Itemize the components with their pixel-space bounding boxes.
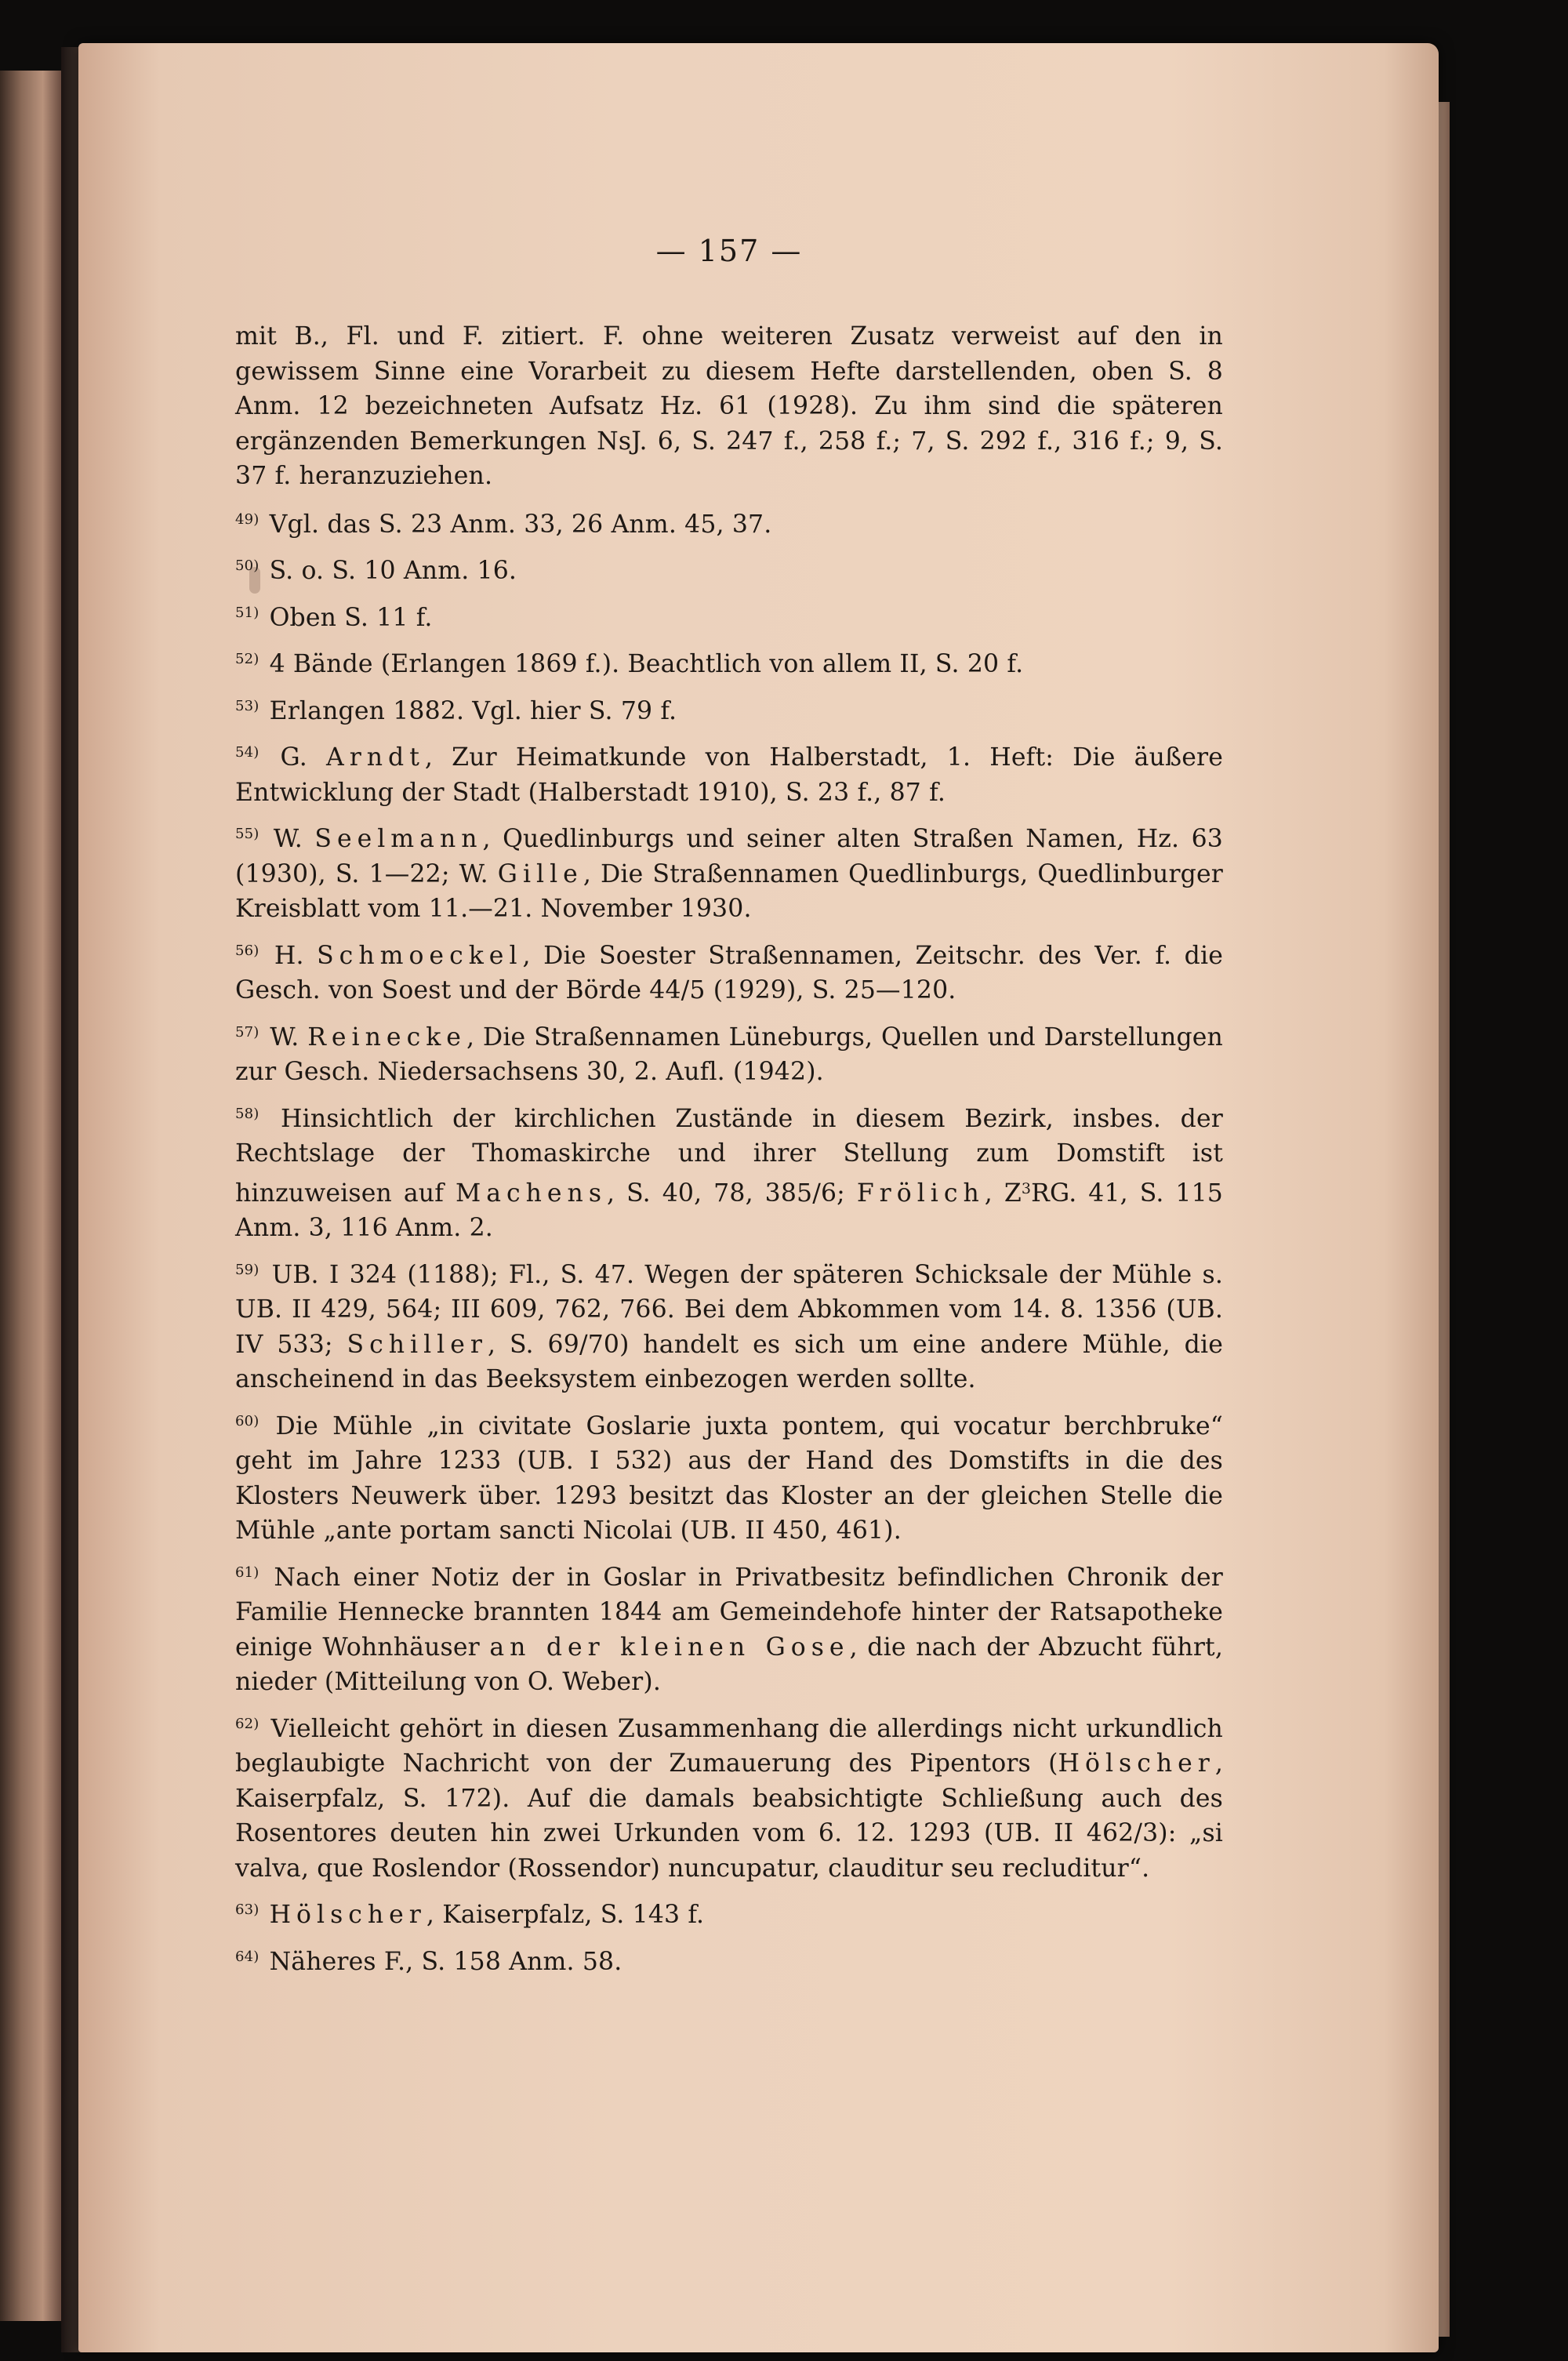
- author-name-spaced: Schmoeckel: [317, 941, 523, 970]
- footnote-number: 59): [235, 1261, 260, 1278]
- footnote-61: [235, 1556, 1223, 1700]
- footnote-text: G.: [280, 743, 326, 772]
- author-name-spaced: Reinecke: [307, 1022, 466, 1052]
- footnote-text: Vgl. das S. 23 Anm. 33, 26 Anm. 45, 37.: [269, 510, 772, 539]
- author-name-spaced: Gille: [497, 859, 583, 888]
- footnote-text: Oben S. 11 f.: [269, 603, 433, 632]
- spaced-emphasis: an der kleinen Gose: [489, 1633, 850, 1662]
- footnote-text: , Quedlinburgs und seiner alten Straßen Namen, Hz. 63 (1930), S. 1—22; W.: [235, 825, 1223, 888]
- footnote-55: [235, 817, 1223, 927]
- footnote-57: [235, 1015, 1223, 1090]
- footnote-text: , Kaiserpfalz, S. 172). Auf die damals beabsichtigte Schließung auch des Rosentores deuten hin zwei Urkunden vom 6. 12. 1293 (UB. II 462/3): „si valva, que Roslendor (Rossendor) nuncupatur, clauditur seu recluditur“.: [235, 1749, 1223, 1883]
- footnote-text: Nach einer Notiz der in Goslar in Privatbesitz befindlichen Chronik der Familie Hennecke brannten 1844 am Gemeindehofe hinter der Ratsapotheke einige Wohnhäuser: [235, 1563, 1223, 1662]
- author-name-spaced: Schiller: [347, 1330, 488, 1359]
- footnote-text: UB. I 324 (1188); Fl., S. 47. Wegen der späteren Schicksale der Mühle s. UB. II 429, 564; III 609, 762, 766. Bei dem Abkommen vom 14. 8. 1356 (UB. IV 533;: [235, 1260, 1223, 1359]
- footnote-text: , Die Straßennamen Quedlinburgs, Quedlinburger Kreisblatt vom 11.—21. November 1930.: [235, 859, 1223, 923]
- footnote-number: 61): [235, 1564, 260, 1581]
- footnote-text: , Kaiserpfalz, S. 143 f.: [426, 1901, 705, 1929]
- footnote-number: 50): [235, 558, 260, 574]
- footnote-63: [235, 1893, 1223, 1933]
- footnote-number: 63): [235, 1902, 260, 1918]
- footnote-51: [235, 596, 1223, 636]
- footnote-number: 53): [235, 697, 260, 714]
- footnote-number: 52): [235, 651, 260, 667]
- author-name-spaced: Arndt: [325, 743, 425, 772]
- footnote-number: 55): [235, 826, 260, 842]
- footnote-text: Hinsichtlich der kirchlichen Zustände in diesem Bezirk, insbes. der Rechtslage der Thomaskirche und ihrer Stellung zum Domstift ist hinzuweisen auf: [235, 1104, 1223, 1208]
- page-number: — 157 —: [655, 234, 803, 268]
- footnote-text: H.: [274, 941, 318, 970]
- superscript: 3: [1021, 1179, 1032, 1197]
- footnote-number: 57): [235, 1023, 260, 1041]
- author-name-spaced: Hölscher: [1058, 1749, 1215, 1778]
- footnote-text: S. o. S. 10 Anm. 16.: [269, 557, 517, 585]
- footnote-54: [235, 736, 1223, 810]
- author-name-spaced: Machens: [455, 1179, 607, 1208]
- page-stack-edge: [1439, 102, 1450, 2337]
- footnote-text: Vielleicht gehört in diesen Zusammenhang die allerdings nicht urkundlich beglaubigte Nachricht von der Zumauerung des Pipentors (: [235, 1714, 1223, 1778]
- footnote-number: 64): [235, 1948, 260, 1965]
- footnote-text: , S. 40, 78, 385/6;: [607, 1179, 857, 1208]
- footnote-text: , Zur Heimatkunde von Halberstadt, 1. Heft: Die äußere Entwicklung der Stadt (Halberstadt 1910), S. 23 f., 87 f.: [235, 743, 1223, 807]
- footnote-number: 60): [235, 1412, 260, 1429]
- footnote-number: 51): [235, 604, 260, 621]
- footnote-number: 49): [235, 510, 260, 528]
- footnote-text: , S. 69/70) handelt es sich um eine andere Mühle, die anscheinend in das Beeksystem einbezogen werden sollte.: [235, 1330, 1224, 1393]
- footnote-60: [235, 1404, 1223, 1549]
- footnote-text: W.: [270, 1022, 308, 1052]
- footnote-number: 58): [235, 1105, 260, 1122]
- author-name-spaced: Seelmann: [314, 825, 483, 853]
- footnote-59: [235, 1253, 1223, 1397]
- footnote-56: [235, 934, 1223, 1008]
- footnote-62: [235, 1707, 1223, 1887]
- footnote-52: [235, 642, 1223, 682]
- page-text: [235, 231, 1223, 1986]
- footnote-number: 56): [235, 942, 260, 959]
- footnote-64: [235, 1940, 1223, 1980]
- footnote-number: 62): [235, 1715, 260, 1732]
- footnote-text: Erlangen 1882. Vgl. hier S. 79 f.: [269, 696, 677, 725]
- footnote-50: [235, 549, 1223, 589]
- footnote-text: 4 Bände (Erlangen 1869 f.). Beachtlich von allem II, S. 20 f.: [269, 650, 1024, 678]
- footnote-text: , die nach der Abzucht führt, nieder (Mitteilung von O. Weber).: [235, 1633, 1224, 1696]
- footnote-text: , Die Straßennamen Lüneburgs, Quellen und Darstellungen zur Gesch. Niedersachsens 30, 2. Aufl. (1942).: [235, 1022, 1223, 1086]
- footnote-text: RG. 41, S. 115 Anm. 3, 116 Anm. 2.: [235, 1179, 1223, 1242]
- author-name-spaced: Hölscher: [269, 1901, 426, 1929]
- footnote-text: , Z: [984, 1179, 1022, 1208]
- previous-page-edge: [0, 71, 61, 2321]
- footnote-58: [235, 1097, 1223, 1246]
- footnote-49: [235, 503, 1223, 543]
- intro-paragraph: mit B., Fl. und F. zitiert. F. ohne weiteren Zusatz verweist auf den in gewissem Sinne eine Vorarbeit zu diesem Hefte darstellenden, oben S. 8 Anm. 12 bezeichneten Aufsatz Hz. 61 (1928). Zu ihm sind die späteren ergänzenden Bemerkungen NsJ. 6, S. 247 f., 258 f.; 7, S. 292 f., 316 f.; 9, S. 37 f. heranzuziehen.: [235, 322, 1223, 490]
- footnote-text: Näheres F., S. 158 Anm. 58.: [269, 1947, 622, 1976]
- footnote-text: Die Mühle „in civitate Goslarie juxta pontem, qui vocatur berchbruke“ geht im Jahre 1233 (UB. I 532) aus der Hand des Domstifts in die des Klosters Neuwerk über. 1293 besitzt das Kloster an der gleichen Stelle die Mühle „ante portam sancti Nicolai (UB. II 450, 461).: [235, 1411, 1223, 1545]
- footnote-text: , Die Soester Straßennamen, Zeitschr. des Ver. f. die Gesch. von Soest und der Börde 44/5 (1929), S. 25—120.: [235, 941, 1223, 1004]
- footnote-53: [235, 689, 1223, 729]
- footnote-number: 54): [235, 744, 260, 761]
- footnote-text: W.: [273, 825, 315, 853]
- author-name-spaced: Frölich: [856, 1179, 985, 1208]
